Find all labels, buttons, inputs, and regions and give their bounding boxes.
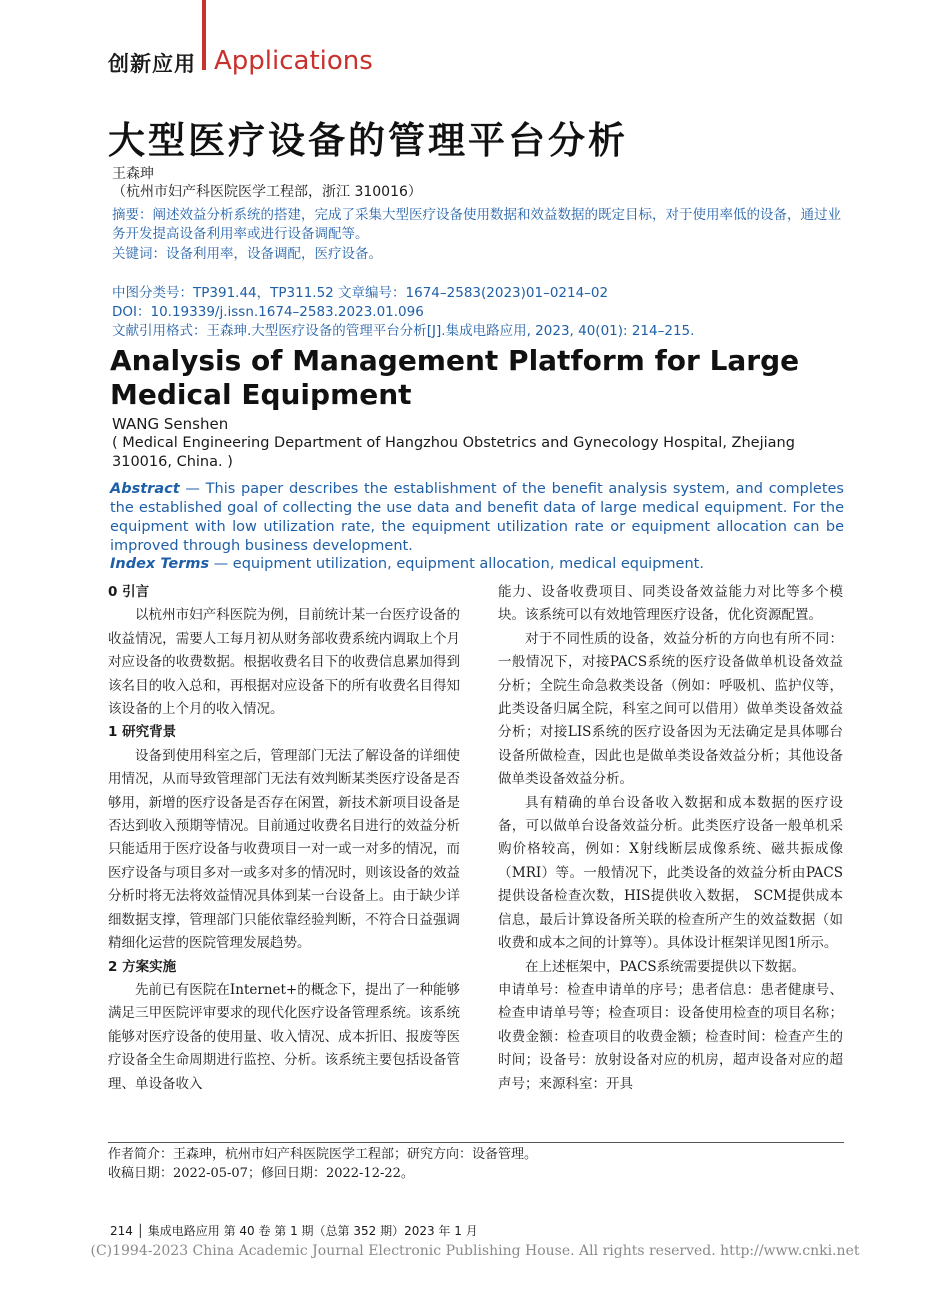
title-cn: 大型医疗设备的管理平台分析: [108, 119, 628, 162]
footnote-divider: [108, 1142, 844, 1143]
section-label-en: Applications: [214, 46, 373, 76]
paragraph: 先前已有医院在Internet+的概念下，提出了一种能够满足三甲医院评审要求的现代化医疗设备管理系统。该系统能够对医疗设备的使用量、收入情况、成本折旧、报废等医疗设备全生命周期进行监控、分析。该系统主要包括设备管理、单设备收入: [108, 981, 460, 1092]
body-column-right: [498, 581, 843, 1096]
section-heading-background: 1 研究背景: [108, 724, 177, 741]
index-terms: [110, 556, 844, 572]
paragraph: 在上述框架中，PACS系统需要提供以下数据。: [525, 958, 806, 975]
classification-number: 中图分类号：TP391.44，TP311.52 文章编号：1674–2583(2023)01–0214–02: [112, 285, 609, 301]
author-intro: 作者简介：王森珅，杭州市妇产科医院医学工程部；研究方向：设备管理。: [108, 1147, 538, 1162]
page-footer: 214 │ 集成电路应用 第 40 卷 第 1 期（总第 352 期）2023 年 1 月: [110, 1224, 478, 1238]
body-column-left: [108, 581, 460, 1096]
paragraph: 设备到使用科室之后，管理部门无法了解设备的详细使用情况，从而导致管理部门无法有效判断某类医疗设备是否够用，新增的医疗设备是否存在闲置，新技术新项目设备是否达到收入预期等情况。目前通过收费名目进行的效益分析只能适用于医疗设备与收费项目一对一或一对多的情况，而医疗设备与项目多对一或多对多的情况时，则该设备的效益分析时将无法将效益情况具体到某一台设备上。由于缺少详细数据支撑，管理部门只能依靠经验判断，不符合日益强调精细化运营的医院管理发展趋势。: [108, 747, 460, 952]
abstract-en-text: — This paper describes the establishment of the benefit analysis system, and completes the established goal of collecting the use data and benefit data of large medical equipment. For the equipment with low utilization rate, the equipment utilization rate or equipment allocation can be improved through business development.: [110, 481, 844, 554]
paragraph: 能力、设备收费项目、同类设备效益能力对比等多个模块。该系统可以有效地管理医疗设备，优化资源配置。: [498, 584, 843, 624]
section-label-cn: 创新应用: [108, 52, 196, 76]
received-dates: 收稿日期：2022-05-07；修回日期：2022-12-22。: [108, 1166, 414, 1181]
footnote: [108, 1145, 537, 1183]
paragraph: 申请单号：检查申请单的序号；患者信息：患者健康号、检查申请单号等；检查项目：设备使用检查的项目名称；收费金额：检查项目的收费金额；检查时间：检查产生的时间；设备号：放射设备对应的机房，超声设备对应的超声号；来源科室：开具: [498, 981, 843, 1092]
section-heading-intro: 0 引言: [108, 584, 150, 600]
index-terms-text: — equipment utilization, equipment allocation, medical equipment.: [209, 556, 704, 572]
abstract-en-label: Abstract: [110, 481, 180, 497]
abstract-en: [110, 480, 844, 556]
paragraph: 具有精确的单台设备收入数据和成本数据的医疗设备，可以做单台设备效益分析。此类医疗设备一般单机采购价格较高，例如：X射线断层成像系统、磁共振成像（MRI）等。一般情况下，此类设备的效益分析由PACS提供设备检查次数，HIS提供收入数据， SCM提供成本信息，最后计算设备所关联的检查所产生的效益数据（如收费和成本之间的计算等）。具体设计框架详见图1所示。: [498, 794, 843, 952]
author-en: WANG Senshen: [112, 415, 229, 433]
index-terms-label: Index Terms: [110, 556, 210, 572]
author-cn: 王森珅: [112, 166, 154, 182]
affiliation-cn: （杭州市妇产科医院医学工程部，浙江 310016）: [112, 184, 422, 200]
paragraph: 对于不同性质的设备，效益分析的方向也有所不同：一般情况下，对接PACS系统的医疗设备做单机设备效益分析；全院生命急救类设备（例如：呼吸机、监护仪等，此类设备归属全院，科室之间可以借用）做单类设备效益分析；对接LIS系统的医疗设备因为无法确定是具体哪台设备所做检查，因此也是做单类设备效益分析；其他设备做单类设备效益分析。: [498, 630, 843, 788]
abstract-cn: 摘要：阐述效益分析系统的搭建，完成了采集大型医疗设备使用数据和效益数据的既定目标，对于使用率低的设备，通过业务开发提高设备利用率或进行设备调配等。: [112, 207, 841, 242]
section-heading-implementation: 2 方案实施: [108, 958, 177, 975]
paragraph: 以杭州市妇产科医院为例，目前统计某一台医疗设备的收益情况，需要人工每月初从财务部收费系统内调取上个月对应设备的收费数据。根据收费名目下的收费信息累加得到该名目的收入总和，再根据对应设备下的所有收费名目得知该设备的上个月的收入情况。: [108, 607, 460, 718]
affiliation-en: ( Medical Engineering Department of Hangzhou Obstetrics and Gynecology Hospital, Zhejiang 310016, China. ): [112, 435, 795, 470]
header-accent-bar: [202, 0, 206, 70]
copyright-watermark: (C)1994-2023 China Academic Journal Electronic Publishing House. All rights reserved. http://www.cnki.net: [90, 1243, 860, 1259]
keywords-cn: 关键词：设备利用率，设备调配，医疗设备。: [112, 246, 382, 262]
doi: DOI：10.19339/j.issn.1674–2583.2023.01.096: [112, 304, 424, 320]
citation-format: 文献引用格式：王森珅.大型医疗设备的管理平台分析[J].集成电路应用, 2023, 40(01): 214–215.: [112, 323, 695, 339]
title-en: Analysis of Management Platform for Large Medical Equipment: [110, 344, 800, 411]
